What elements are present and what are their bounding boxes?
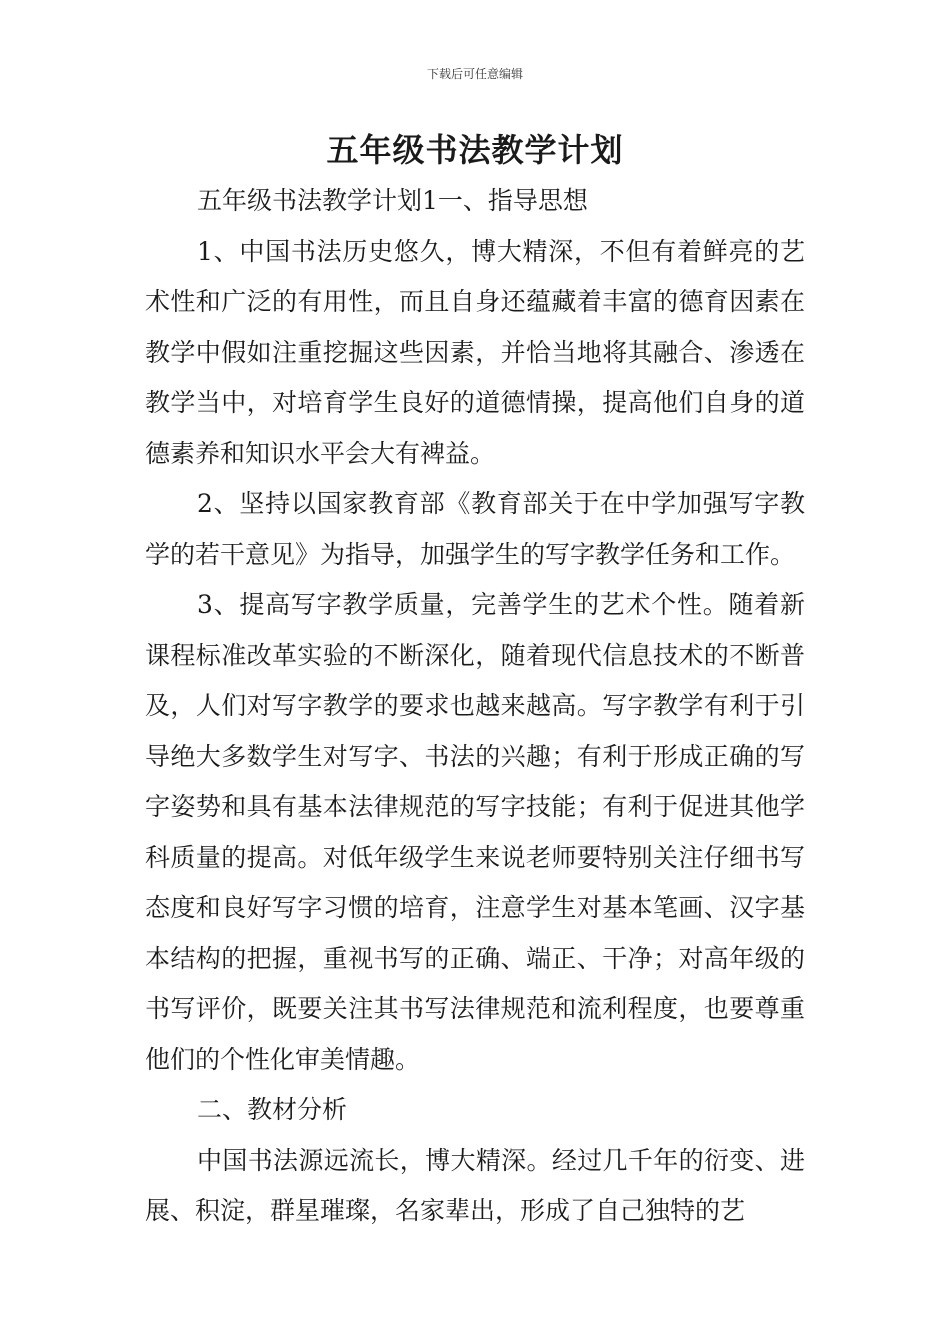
document-title: 五年级书法教学计划 [326,131,624,169]
paragraph-intro-heading: 五年级书法教学计划1一、指导思想 [197,186,588,215]
document-body [145,176,805,1237]
header-note: 下载后可任意编辑 [426,67,523,81]
paragraph-point-1: 1、中国书法历史悠久，博大精深，不但有着鲜亮的艺术性和广泛的有用性，而且自身还蕴藏着丰富的德育因素在教学中假如注重挖掘这些因素，并恰当地将其融合、渗透在教学当中，对培育学生良好的道德情操，提高他们自身的道德素养和知识水平会大有裨益。 [145,236,805,468]
paragraph-point-3: 3、提高写字教学质量，完善学生的艺术个性。随着新课程标准改革实验的不断深化，随着现代信息技术的不断普及，人们对写字教学的要求也越来越高。写字教学有利于引导绝大多数学生对写字、书法的兴趣；有利于形成正确的写字姿势和具有基本法律规范的写字技能；有利于促进其他学科质量的提高。对低年级学生来说老师要特别关注仔细书写态度和良好写字习惯的培育，注意学生对基本笔画、汉字基本结构的把握，重视书写的正确、端正、干净；对高年级的书写评价，既要关注其书写法律规范和流利程度，也要尊重他们的个性化审美情趣。 [145,590,805,1074]
paragraph-textbook-analysis: 中国书法源远流长，博大精深。经过几千年的衍变、进展、积淀，群星璀璨，名家辈出，形成了自己独特的艺 [145,1145,805,1225]
paragraph-point-2: 2、坚持以国家教育部《教育部关于在中学加强写字教学的若干意见》为指导，加强学生的写字教学任务和工作。 [145,489,805,569]
section-heading-textbook-analysis: 二、教材分析 [197,1095,348,1124]
